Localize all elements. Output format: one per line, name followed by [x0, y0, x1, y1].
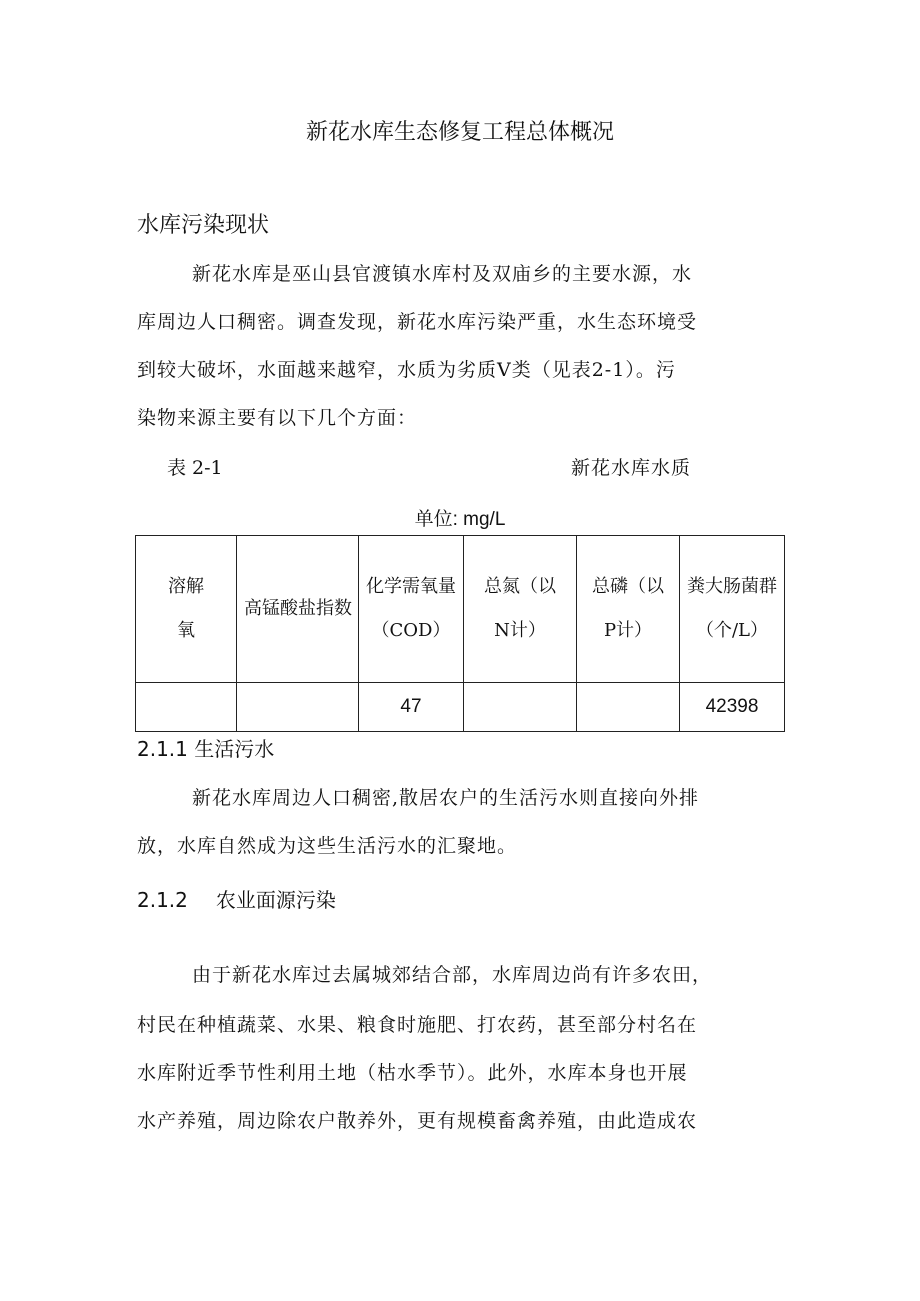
- document-title: 新花水库生态修复工程总体概况: [305, 120, 614, 145]
- intro-line-3: 到较大破坏，水面越来越窄，水质为劣质Ⅴ类（见表2-1）。污: [137, 359, 676, 381]
- subsection-title: 农业面源污染: [215, 888, 336, 912]
- header-cell: 化学需氧量（COD）: [359, 536, 464, 683]
- intro-line-1: 新花水库是巫山县官渡镇水库村及双庙乡的主要水源，水: [192, 263, 693, 285]
- living-sewage-line-1: 新花水库周边人口稠密,散居农户的生活污水则直接向外排: [192, 787, 700, 809]
- subsection-heading-agricultural: [137, 885, 336, 915]
- agricultural-line-3: 水库附近季节性利用土地（枯水季节）。此外，水库本身也开展: [137, 1062, 688, 1084]
- header-cell: 溶解氧: [136, 536, 237, 683]
- agricultural-line-1: 由于新花水库过去属城郊结合部，水库周边尚有许多农田，: [192, 964, 713, 986]
- header-cell: 总氮（以N计）: [464, 536, 577, 683]
- table-header-row: [136, 536, 785, 683]
- header-cell: 粪大肠菌群（个/L）: [680, 536, 785, 683]
- water-quality-table: [135, 535, 785, 732]
- subsection-heading-living-sewage: 2.1.1 生活污水: [137, 737, 275, 761]
- value-cell: [136, 683, 237, 732]
- table-row: [136, 683, 785, 732]
- header-cell: 高锰酸盐指数: [237, 536, 359, 683]
- value-cell: [237, 683, 359, 732]
- agricultural-line-4: 水产养殖，周边除农户散养外，更有规模畜禽养殖，由此造成农: [137, 1110, 698, 1132]
- value-cell: [577, 683, 680, 732]
- section-heading: 水库污染现状: [137, 213, 270, 238]
- value-cell: [464, 683, 577, 732]
- intro-line-2: 库周边人口稠密。调查发现，新花水库污染严重，水生态环境受: [137, 311, 698, 333]
- value-cell: 47: [359, 683, 464, 732]
- intro-line-4: 染物来源主要有以下几个方面：: [137, 407, 418, 429]
- table-title: 新花水库水质: [571, 457, 692, 479]
- living-sewage-line-2: 放，水库自然成为这些生活污水的汇聚地。: [137, 835, 518, 857]
- table-label: 表 2-1: [167, 457, 223, 479]
- agricultural-line-2: 村民在种植蔬菜、水果、粮食时施肥、打农药，甚至部分村名在: [137, 1014, 698, 1036]
- table-unit: 单位: mg/L: [414, 509, 506, 530]
- header-cell: 总磷（以P计）: [577, 536, 680, 683]
- subsection-number: 2.1.2: [137, 888, 188, 912]
- value-cell: 42398: [680, 683, 785, 732]
